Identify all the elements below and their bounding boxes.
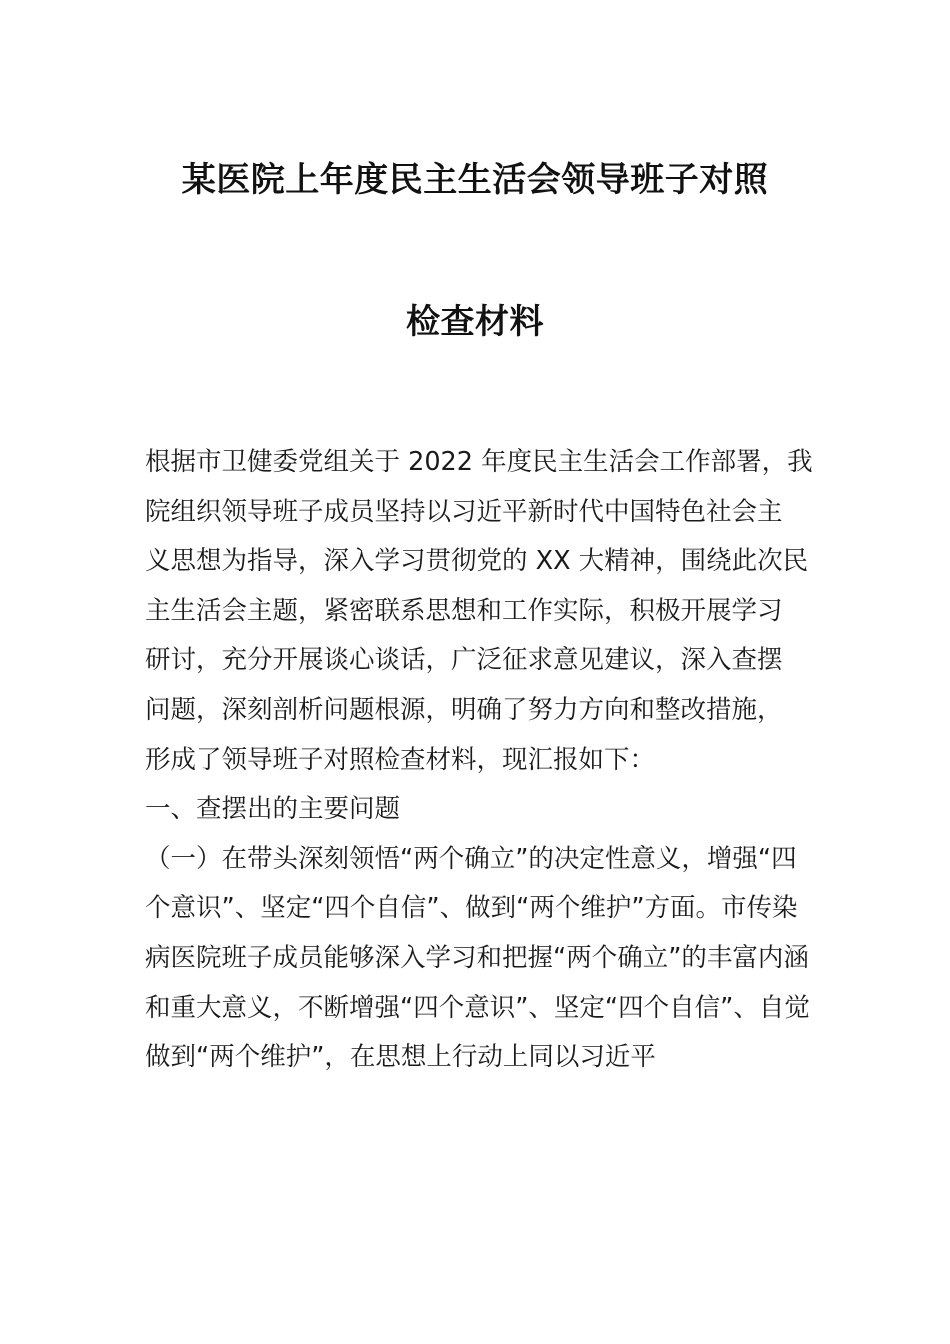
body-line: 个意识”、坚定“四个自信”、做到“两个维护”方面。市传染 xyxy=(145,893,798,924)
body-line: 病医院班子成员能够深入学习和把握“两个确立”的丰富内涵 xyxy=(145,942,809,973)
body-line: 和重大意义，不断增强“四个意识”、坚定“四个自信”、自觉 xyxy=(145,992,810,1023)
body-line: 主生活会主题，紧密联系思想和工作实际，积极开展学习 xyxy=(145,595,783,626)
body-line: 根据市卫健委党组关于 2022 年度民主生活会工作部署，我 xyxy=(145,447,813,477)
body-line: 做到“两个维护”，在思想上行动上同以习近平 xyxy=(145,1042,656,1073)
body-line: 形成了领导班子对照检查材料，现汇报如下： xyxy=(145,744,656,775)
document-body xyxy=(145,438,815,1083)
body-line: 院组织领导班子成员坚持以习近平新时代中国特色社会主 xyxy=(145,496,783,527)
body-line: （一）在带头深刻领悟“两个确立”的决定性意义，增强“四 xyxy=(145,843,797,874)
document-title-line-2: 检查材料 xyxy=(406,302,544,342)
body-line: 问题，深刻剖析问题根源，明确了努力方向和整改措施， xyxy=(145,694,783,725)
section-heading: 一、查摆出的主要问题 xyxy=(145,794,401,825)
body-line: 义思想为指导，深入学习贯彻党的 XX 大精神，围绕此次民 xyxy=(145,546,809,577)
body-line: 研讨，充分开展谈心谈话，广泛征求意见建议，深入查摆 xyxy=(145,645,783,676)
document-title-line-1: 某医院上年度民主生活会领导班子对照 xyxy=(181,160,769,200)
